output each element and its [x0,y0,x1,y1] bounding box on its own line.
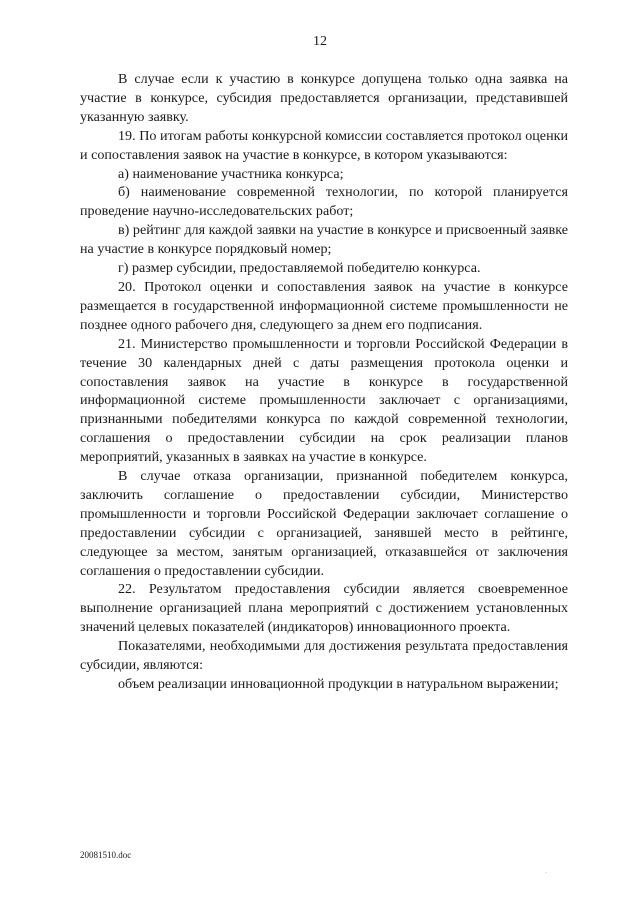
document-body [80,70,568,694]
paragraph: В случае отказа организации, признанной победителем конкурса, заключить соглашение о предоставлении субсидии, Министерство промышленности и торговли Российской Федерации заключает соглашение о предоставлении субсидии с организацией, занявшей место в рейтинге, следующее за местом, занятым организацией, отказавшейся от заключения соглашения о предоставлении субсидии. [80,468,568,579]
paragraph: объем реализации инновационной продукции в натуральном выражении; [118,676,559,692]
paragraph: 21. Министерство промышленности и торговли Российской Федерации в течение 30 календарных дней с даты размещения протокола оценки и сопоставления заявок на участие в конкурсе в государственной информационной системе промышленности заключает с организациями, признанными победителями конкурса по каждой современной технологии, соглашения о предоставлении субсидии на срок реализации планов мероприятий, указанных в заявках на участие в конкурсе. [80,335,568,466]
corner-mark: · [545,869,548,877]
list-item: г) размер субсидии, предоставляемой победителю конкурса. [118,260,481,277]
list-item: а) наименование участника конкурса; [118,165,344,182]
page-number: 12 [313,34,327,49]
paragraph: Показателями, необходимыми для достижения результата предоставления субсидии, являются: [80,638,568,674]
list-item: б) наименование современной технологии, по которой планируется проведение научно-исследовательских работ; [80,184,568,220]
list-item: в) рейтинг для каждой заявки на участие в конкурсе и присвоенный заявке на участие в конкурсе порядковый номер; [80,222,568,258]
footer-file-code: 20081510.doc [80,850,132,860]
paragraph: 19. По итогам работы конкурсной комиссии составляется протокол оценки и сопоставления заявок на участие в конкурсе, в котором указываются: [80,127,568,163]
paragraph: 20. Протокол оценки и сопоставления заявок на участие в конкурсе размещается в государственной информационной системе промышленности не позднее одного рабочего дня, следующего за днем его подписания. [80,278,568,333]
paragraph: 22. Результатом предоставления субсидии является своевременное выполнение организацией плана мероприятий с достижением установленных значений целевых показателей (индикаторов) инновационного проекта. [80,581,568,636]
paragraph: В случае если к участию в конкурсе допущена только одна заявка на участие в конкурсе, субсидия предоставляется организации, представившей указанную заявку. [80,71,568,125]
